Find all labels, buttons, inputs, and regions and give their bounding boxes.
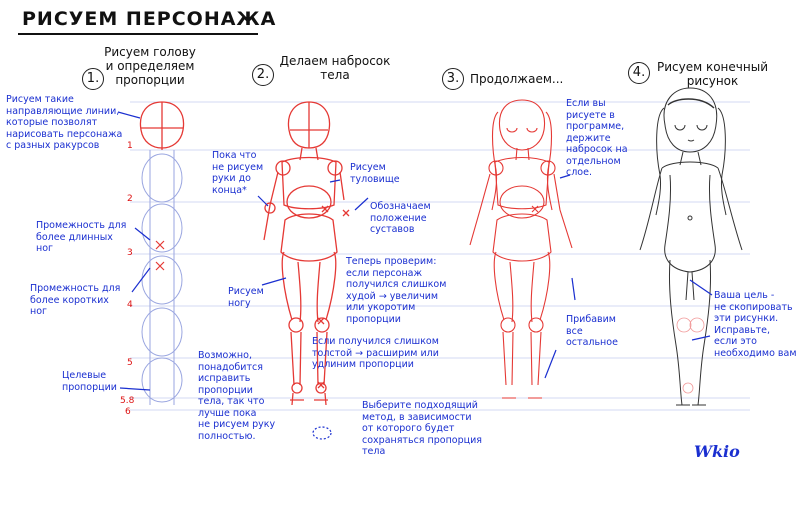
head-1 [140, 102, 183, 150]
artist-signature: Wkio [694, 442, 740, 461]
note-goal: Ваша цель - не скопировать эти рисунки. Исправьте, если это необходимо вам [714, 290, 797, 359]
step-2-number: 2. [252, 64, 274, 86]
proportion-number: 1 [127, 141, 133, 151]
arrow [258, 196, 268, 206]
body-sketch-3 [470, 100, 572, 398]
step-1-header-line: и определяем [105, 59, 195, 73]
step-2-header-line: Делаем набросок [279, 54, 391, 68]
page-title: РИСУЕМ ПЕРСОНАЖА [22, 8, 277, 30]
head-guides [142, 150, 182, 405]
note-check-thin: Теперь проверим: если персонаж получился слишком худой → увеличим или укоротим пропорции [346, 256, 447, 325]
note-may-fix: Возможно, понадобится исправить пропорции тела, так что лучше пока не рисуем руку полностью. [198, 350, 276, 442]
step-4-header-line: Рисуем конечный [656, 60, 768, 74]
note-check-fat: Если получился слишком толстой → расширим или удлиним пропорции [312, 336, 439, 370]
arrow [262, 278, 286, 285]
proportion-number: 5 [127, 358, 133, 368]
note-joints: Обозначаем положение суставов [370, 201, 431, 235]
note-target-proportions: Целевые пропорции [62, 370, 117, 393]
dotted-swirl [313, 427, 331, 439]
arrow [692, 336, 710, 340]
arrow [355, 198, 368, 210]
step-1-header-line: Рисуем голову [104, 45, 196, 59]
note-long-legs: Промежность для более длинных ног [36, 220, 127, 254]
proportion-number: 3 [127, 248, 133, 258]
note-choose-method: Выберите подходящий метод, в зависимости от которого будет сохраняться пропорция тела [362, 400, 482, 457]
step-3-header-line: Продолжаем... [470, 72, 564, 86]
note-torso: Рисуем туловище [350, 162, 400, 185]
step-4-number: 4. [628, 62, 650, 84]
step-4-header-line: рисунок [686, 74, 739, 88]
arrow [120, 388, 150, 390]
proportion-number: 4 [127, 300, 133, 310]
step-1-number: 1. [82, 68, 104, 90]
step-2-header-line: тела [320, 68, 350, 82]
arrow [572, 278, 575, 300]
note-leg: Рисуем ногу [228, 286, 264, 309]
note-short-legs: Промежность для более коротких ног [30, 283, 121, 317]
step-3-number: 3. [442, 68, 464, 90]
proportion-number: 2 [127, 194, 133, 204]
arrow [132, 268, 150, 292]
head-stack [140, 102, 183, 405]
proportion-number: 5.8 [120, 396, 135, 406]
note-no-arms: Пока что не рисуем руки до конца* [212, 150, 264, 196]
crotch-marks [156, 241, 164, 270]
step-1-header-line: пропорции [115, 73, 185, 87]
proportion-number: 6 [125, 407, 131, 417]
note-guide-lines: Рисуем такие направляющие линии, которые позволят нарисовать персонажа с разных ракурсов [6, 94, 123, 151]
note-add-rest: Прибавим все остальное [566, 314, 618, 348]
note-layer-tip: Если вы рисуете в программе, держите набросок на отдельном слое. [566, 98, 628, 178]
arrow [545, 350, 556, 378]
